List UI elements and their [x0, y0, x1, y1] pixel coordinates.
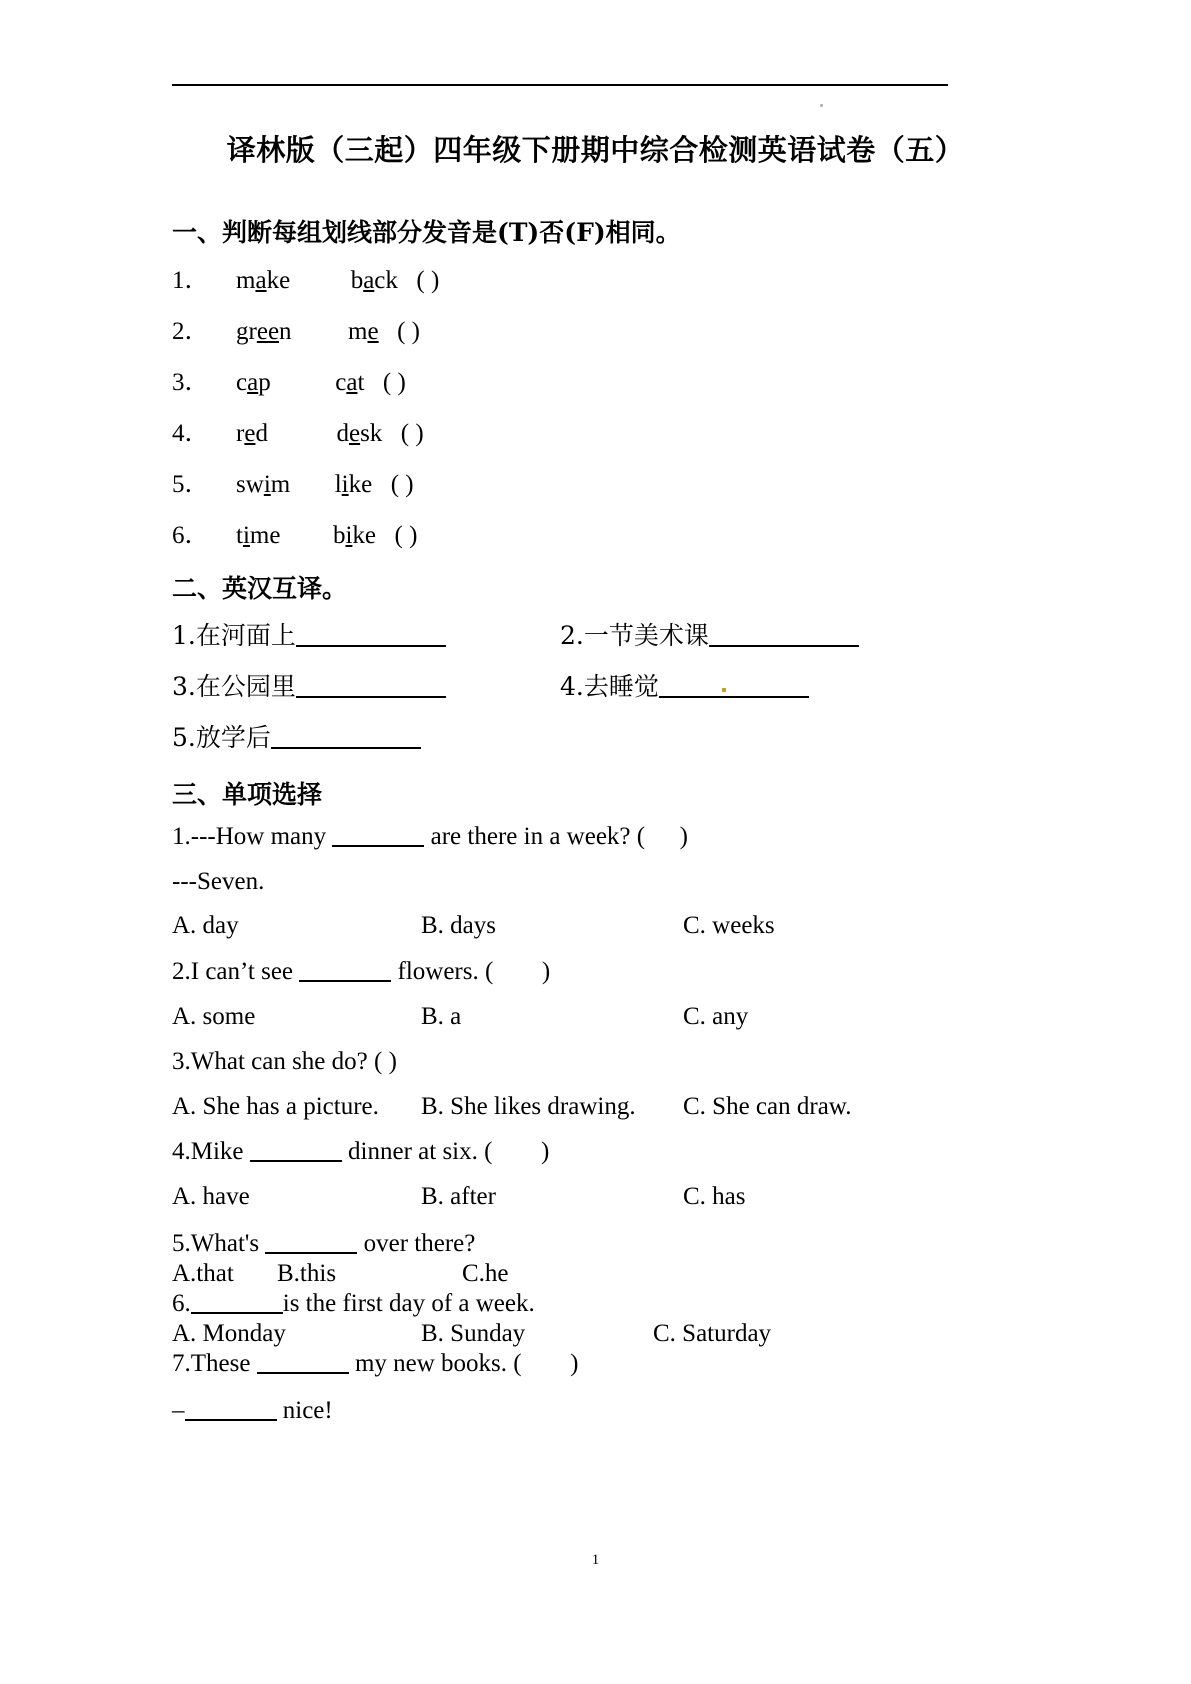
phonics-item-2	[172, 319, 420, 344]
question-text: 5.What's	[172, 1230, 260, 1257]
word-2: desk	[336, 420, 383, 447]
question-text-cont: nice!	[282, 1397, 333, 1424]
answer-bracket[interactable]: )	[541, 958, 551, 985]
question-2-option-a[interactable]: A. some	[172, 1003, 256, 1030]
question-1-answer-line: ---Seven.	[172, 868, 265, 895]
stray-mark	[722, 688, 726, 692]
phonics-item-6	[172, 523, 417, 548]
question-4-option-c[interactable]: C. has	[683, 1183, 746, 1210]
answer-bracket[interactable]: )	[570, 1350, 579, 1377]
item-number: 3．	[172, 369, 210, 396]
question-4-option-b[interactable]: B. after	[421, 1183, 496, 1210]
answer-bracket[interactable]: ( )	[400, 420, 424, 447]
phonics-item-4	[172, 421, 424, 446]
translation-item-1	[172, 623, 446, 648]
question-5-option-c[interactable]: C.he	[462, 1260, 509, 1287]
question-4-option-a[interactable]: A. have	[172, 1183, 250, 1210]
question-text: 1.---How many	[172, 823, 327, 850]
question-1-option-b[interactable]: B. days	[421, 912, 496, 939]
question-6-option-c[interactable]: C. Saturday	[653, 1320, 772, 1347]
question-2-option-c[interactable]: C. any	[683, 1003, 749, 1030]
item-number: 6．	[172, 522, 210, 549]
question-1-option-c[interactable]: C. weeks	[683, 912, 775, 939]
dash-marker: –	[172, 1397, 185, 1424]
question-blank[interactable]	[257, 1372, 349, 1374]
question-blank[interactable]	[191, 1312, 283, 1314]
question-5-stem	[172, 1231, 475, 1256]
answer-bracket[interactable]: ( )	[394, 522, 418, 549]
word-1: green	[236, 318, 292, 345]
question-text-cont: over there?	[363, 1230, 476, 1257]
question-6-option-a[interactable]: A. Monday	[172, 1320, 286, 1347]
item-number: 2．	[172, 318, 210, 345]
item-number: 1．	[172, 267, 210, 294]
translation-item-3	[172, 674, 446, 699]
question-text: 7.These	[172, 1350, 251, 1377]
question-text: 4.Mike	[172, 1138, 244, 1165]
item-number: 4．	[172, 420, 210, 447]
question-text: 2.I can’t see	[172, 958, 294, 985]
word-1: swim	[236, 471, 291, 498]
question-text-cont: is the first day of a week.	[282, 1290, 535, 1317]
translation-item-2	[560, 623, 859, 648]
question-text-cont: my new books. (	[354, 1350, 522, 1377]
question-3-option-c[interactable]: C. She can draw.	[683, 1093, 852, 1120]
answer-bracket[interactable]: )	[679, 823, 688, 850]
question-3-stem: 3.What can she do? ( )	[172, 1048, 397, 1075]
question-text-cont: flowers. (	[397, 958, 494, 985]
question-blank[interactable]	[265, 1252, 357, 1254]
translation-label: 5.放学后	[172, 723, 271, 752]
answer-bracket[interactable]: ( )	[390, 471, 414, 498]
translation-answer-blank[interactable]	[296, 645, 446, 647]
section-3-heading: 三、单项选择	[172, 780, 323, 809]
phonics-item-3	[172, 370, 406, 395]
translation-label: 3.在公园里	[172, 672, 296, 701]
stray-dot-artifact	[820, 104, 823, 107]
question-text-cont: are there in a week? (	[430, 823, 646, 850]
question-5-option-b[interactable]: B.this	[277, 1260, 337, 1287]
answer-bracket[interactable]: ( )	[382, 369, 406, 396]
word-2: like	[334, 471, 373, 498]
item-number: 5．	[172, 471, 210, 498]
word-2: me	[348, 318, 379, 345]
translation-answer-blank[interactable]	[659, 696, 809, 698]
translation-item-4	[560, 674, 809, 699]
phonics-item-1	[172, 268, 439, 293]
word-1: cap	[236, 369, 271, 396]
question-2-stem	[172, 959, 550, 984]
header-rule	[172, 84, 948, 86]
question-text-cont: dinner at six. (	[348, 1138, 493, 1165]
question-3-option-b[interactable]: B. She likes drawing.	[421, 1093, 636, 1120]
phonics-item-5	[172, 472, 414, 497]
section-2-heading: 二、英汉互译。	[172, 574, 348, 603]
answer-bracket[interactable]: ( )	[397, 318, 421, 345]
word-1: red	[236, 420, 268, 447]
word-1: time	[236, 522, 281, 549]
word-2: bike	[332, 522, 377, 549]
question-3-option-a[interactable]: A. She has a picture.	[172, 1093, 379, 1120]
question-1-stem	[172, 824, 688, 849]
word-2: cat	[335, 369, 365, 396]
translation-label: 2.一节美术课	[560, 621, 709, 650]
page-number: 1	[591, 1552, 600, 1568]
question-7-followup	[172, 1398, 333, 1423]
question-blank[interactable]	[332, 845, 424, 847]
question-6-option-b[interactable]: B. Sunday	[421, 1320, 526, 1347]
section-1-heading: 一、判断每组划线部分发音是(T)否(F)相同。	[172, 218, 681, 247]
question-2-option-b[interactable]: B. a	[421, 1003, 462, 1030]
question-number: 6.	[172, 1290, 191, 1317]
question-blank[interactable]	[299, 980, 391, 982]
page-title: 译林版（三起）四年级下册期中综合检测英语试卷（五）	[226, 133, 965, 167]
translation-label: 4.去睡觉	[560, 672, 659, 701]
word-2: back	[350, 267, 398, 294]
question-blank[interactable]	[250, 1160, 342, 1162]
translation-answer-blank[interactable]	[271, 747, 421, 749]
translation-label: 1.在河面上	[172, 621, 296, 650]
translation-answer-blank[interactable]	[709, 645, 859, 647]
question-5-option-a[interactable]: A.that	[172, 1260, 234, 1287]
answer-bracket[interactable]: )	[540, 1138, 550, 1165]
question-6-stem	[172, 1291, 535, 1316]
translation-answer-blank[interactable]	[296, 696, 446, 698]
translation-item-5	[172, 725, 421, 750]
question-blank[interactable]	[185, 1419, 277, 1421]
word-1: make	[236, 267, 291, 294]
question-4-stem	[172, 1139, 549, 1164]
answer-bracket[interactable]: ( )	[416, 267, 440, 294]
question-7-stem	[172, 1351, 578, 1376]
question-1-option-a[interactable]: A. day	[172, 912, 239, 939]
